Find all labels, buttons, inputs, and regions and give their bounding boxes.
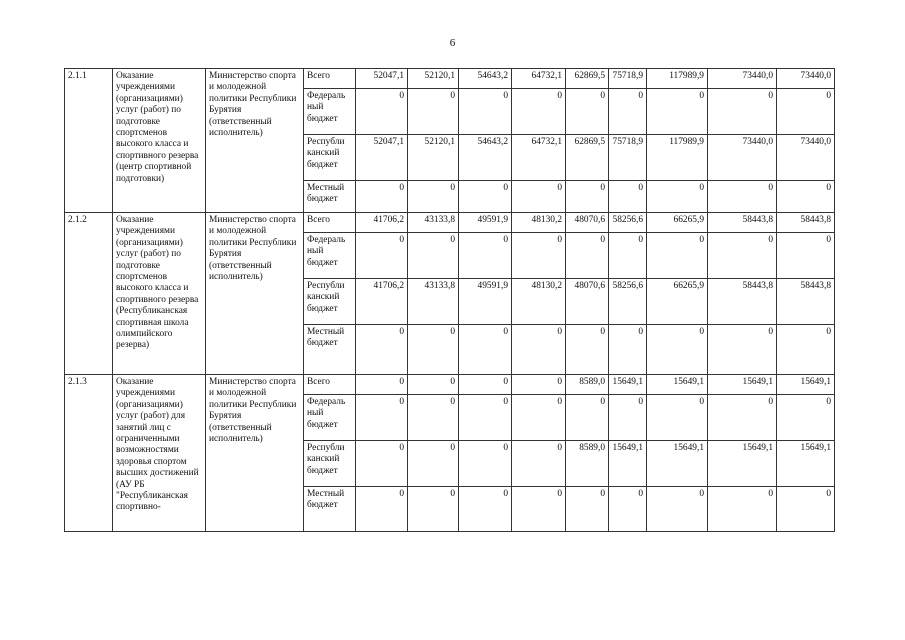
- funding-value-cell: 58443,8: [777, 279, 835, 325]
- funding-value-cell: 0: [777, 181, 835, 213]
- funding-value-cell: 0: [408, 375, 459, 395]
- funding-value-cell: 58443,8: [708, 279, 777, 325]
- funding-value-cell: 0: [512, 395, 566, 441]
- funding-value-cell: 0: [356, 181, 408, 213]
- funding-value-cell: 0: [356, 233, 408, 279]
- funding-value-cell: 52047,1: [356, 135, 408, 181]
- funding-value-cell: 0: [512, 89, 566, 135]
- funding-value-cell: 49591,9: [459, 213, 512, 233]
- funding-value-cell: 0: [512, 233, 566, 279]
- funding-value-cell: 48130,2: [512, 279, 566, 325]
- funding-value-cell: 0: [512, 487, 566, 532]
- funding-value-cell: 73440,0: [708, 135, 777, 181]
- funding-value-cell: 0: [512, 325, 566, 375]
- funding-value-cell: 0: [647, 395, 708, 441]
- funding-value-cell: 0: [566, 487, 609, 532]
- funding-value-cell: 0: [459, 181, 512, 213]
- funding-value-cell: 0: [459, 487, 512, 532]
- table-row: [65, 375, 835, 395]
- funding-value-cell: 52120,1: [408, 135, 459, 181]
- funding-value-cell: 8589,0: [566, 375, 609, 395]
- funding-value-cell: 0: [408, 487, 459, 532]
- funding-value-cell: 0: [708, 395, 777, 441]
- funding-value-cell: 58256,6: [609, 213, 647, 233]
- measure-code: 2.1.2: [65, 213, 113, 375]
- funding-value-cell: 66265,9: [647, 213, 708, 233]
- funding-value-cell: 117989,9: [647, 135, 708, 181]
- funding-value-cell: 0: [566, 181, 609, 213]
- funding-value-cell: 15649,1: [647, 441, 708, 487]
- measure-name: Оказание учреждениями (организациями) услуг (работ) по подготовке спортсменов высокого класса и спортивного резерва (центр спортивной подготовки): [113, 69, 206, 213]
- funding-value-cell: 0: [459, 233, 512, 279]
- funding-value-cell: 62869,5: [566, 69, 609, 89]
- funding-value-cell: 0: [356, 395, 408, 441]
- funding-value-cell: 15649,1: [777, 375, 835, 395]
- funding-source-label: Федераль ный бюджет: [304, 89, 356, 135]
- funding-value-cell: 0: [512, 375, 566, 395]
- funding-value-cell: 0: [647, 487, 708, 532]
- funding-source-label: Республи канский бюджет: [304, 279, 356, 325]
- funding-source-label: Республи канский бюджет: [304, 135, 356, 181]
- funding-value-cell: 54643,2: [459, 69, 512, 89]
- funding-value-cell: 58256,6: [609, 279, 647, 325]
- funding-value-cell: 0: [408, 233, 459, 279]
- funding-value-cell: 0: [777, 487, 835, 532]
- funding-value-cell: 0: [459, 89, 512, 135]
- funding-value-cell: 0: [777, 395, 835, 441]
- funding-value-cell: 15649,1: [647, 375, 708, 395]
- page-number: 6: [449, 37, 456, 49]
- funding-value-cell: 0: [566, 233, 609, 279]
- funding-source-label: Местный бюджет: [304, 181, 356, 213]
- funding-value-cell: 0: [356, 487, 408, 532]
- funding-value-cell: 75718,9: [609, 135, 647, 181]
- funding-value-cell: 0: [647, 233, 708, 279]
- funding-value-cell: 0: [609, 395, 647, 441]
- measure-executor: Министерство спорта и молодежной политики Республики Бурятия (ответственный исполнитель): [206, 375, 304, 532]
- funding-value-cell: 0: [708, 89, 777, 135]
- funding-value-cell: 73440,0: [708, 69, 777, 89]
- funding-value-cell: 0: [408, 89, 459, 135]
- funding-source-label: Всего: [304, 213, 356, 233]
- funding-value-cell: 0: [408, 395, 459, 441]
- funding-value-cell: 0: [647, 325, 708, 375]
- measure-executor: Министерство спорта и молодежной политики Республики Бурятия (ответственный исполнитель): [206, 213, 304, 375]
- funding-value-cell: 49591,9: [459, 279, 512, 325]
- funding-value-cell: 0: [459, 325, 512, 375]
- funding-value-cell: 48070,6: [566, 213, 609, 233]
- funding-value-cell: 0: [459, 395, 512, 441]
- funding-value-cell: 41706,2: [356, 213, 408, 233]
- funding-value-cell: 41706,2: [356, 279, 408, 325]
- funding-value-cell: 15649,1: [609, 375, 647, 395]
- funding-value-cell: 73440,0: [777, 135, 835, 181]
- funding-source-label: Всего: [304, 375, 356, 395]
- funding-value-cell: 0: [566, 325, 609, 375]
- funding-value-cell: 0: [708, 181, 777, 213]
- funding-value-cell: 64732,1: [512, 69, 566, 89]
- funding-value-cell: 0: [459, 441, 512, 487]
- funding-value-cell: 0: [708, 233, 777, 279]
- funding-source-label: Местный бюджет: [304, 325, 356, 375]
- funding-value-cell: 58443,8: [777, 213, 835, 233]
- funding-value-cell: 15649,1: [708, 441, 777, 487]
- funding-value-cell: 0: [512, 181, 566, 213]
- funding-value-cell: 0: [647, 181, 708, 213]
- funding-value-cell: 0: [356, 375, 408, 395]
- table-row: [65, 213, 835, 233]
- measure-name: Оказание учреждениями (организациями) услуг (работ) по подготовке спортсменов высокого класса и спортивного резерва (Республиканская спортивная школа олимпийского резерва): [113, 213, 206, 375]
- funding-value-cell: 0: [609, 487, 647, 532]
- funding-value-cell: 0: [566, 89, 609, 135]
- funding-value-cell: 66265,9: [647, 279, 708, 325]
- funding-value-cell: 0: [609, 89, 647, 135]
- funding-value-cell: 52120,1: [408, 69, 459, 89]
- funding-value-cell: 62869,5: [566, 135, 609, 181]
- table-row: [65, 69, 835, 89]
- funding-value-cell: 0: [609, 181, 647, 213]
- funding-value-cell: 75718,9: [609, 69, 647, 89]
- funding-value-cell: 0: [777, 325, 835, 375]
- funding-value-cell: 48070,6: [566, 279, 609, 325]
- funding-value-cell: 8589,0: [566, 441, 609, 487]
- measure-name: Оказание учреждениями (организациями) услуг (работ) для занятий лиц с ограниченными возможностями здоровья спортом высших достижений (АУ РБ "Республиканская спортивно-: [113, 375, 206, 532]
- funding-value-cell: 0: [609, 325, 647, 375]
- funding-value-cell: 0: [566, 395, 609, 441]
- funding-source-label: Федераль ный бюджет: [304, 233, 356, 279]
- funding-value-cell: 73440,0: [777, 69, 835, 89]
- funding-value-cell: 43133,8: [408, 279, 459, 325]
- funding-value-cell: 0: [647, 89, 708, 135]
- funding-source-label: Местный бюджет: [304, 487, 356, 532]
- funding-source-label: Всего: [304, 69, 356, 89]
- measure-executor: Министерство спорта и молодежной политики Республики Бурятия (ответственный исполнитель): [206, 69, 304, 213]
- funding-value-cell: 0: [777, 89, 835, 135]
- funding-value-cell: 0: [408, 441, 459, 487]
- funding-value-cell: 0: [356, 89, 408, 135]
- funding-value-cell: 48130,2: [512, 213, 566, 233]
- funding-value-cell: 52047,1: [356, 69, 408, 89]
- funding-value-cell: 0: [708, 325, 777, 375]
- funding-value-cell: 15649,1: [777, 441, 835, 487]
- funding-value-cell: 0: [459, 375, 512, 395]
- funding-value-cell: 0: [408, 325, 459, 375]
- funding-value-cell: 0: [356, 441, 408, 487]
- funding-value-cell: 15649,1: [708, 375, 777, 395]
- funding-value-cell: 0: [356, 325, 408, 375]
- funding-value-cell: 43133,8: [408, 213, 459, 233]
- funding-value-cell: 117989,9: [647, 69, 708, 89]
- funding-value-cell: 54643,2: [459, 135, 512, 181]
- funding-value-cell: 0: [609, 233, 647, 279]
- funding-source-label: Федераль ный бюджет: [304, 395, 356, 441]
- funding-source-label: Республи канский бюджет: [304, 441, 356, 487]
- funding-value-cell: 0: [777, 233, 835, 279]
- funding-value-cell: 15649,1: [609, 441, 647, 487]
- funding-value-cell: 58443,8: [708, 213, 777, 233]
- funding-value-cell: 0: [512, 441, 566, 487]
- funding-value-cell: 0: [408, 181, 459, 213]
- funding-value-cell: 64732,1: [512, 135, 566, 181]
- measure-code: 2.1.1: [65, 69, 113, 213]
- budget-table: [64, 68, 835, 532]
- measure-code: 2.1.3: [65, 375, 113, 532]
- funding-value-cell: 0: [708, 487, 777, 532]
